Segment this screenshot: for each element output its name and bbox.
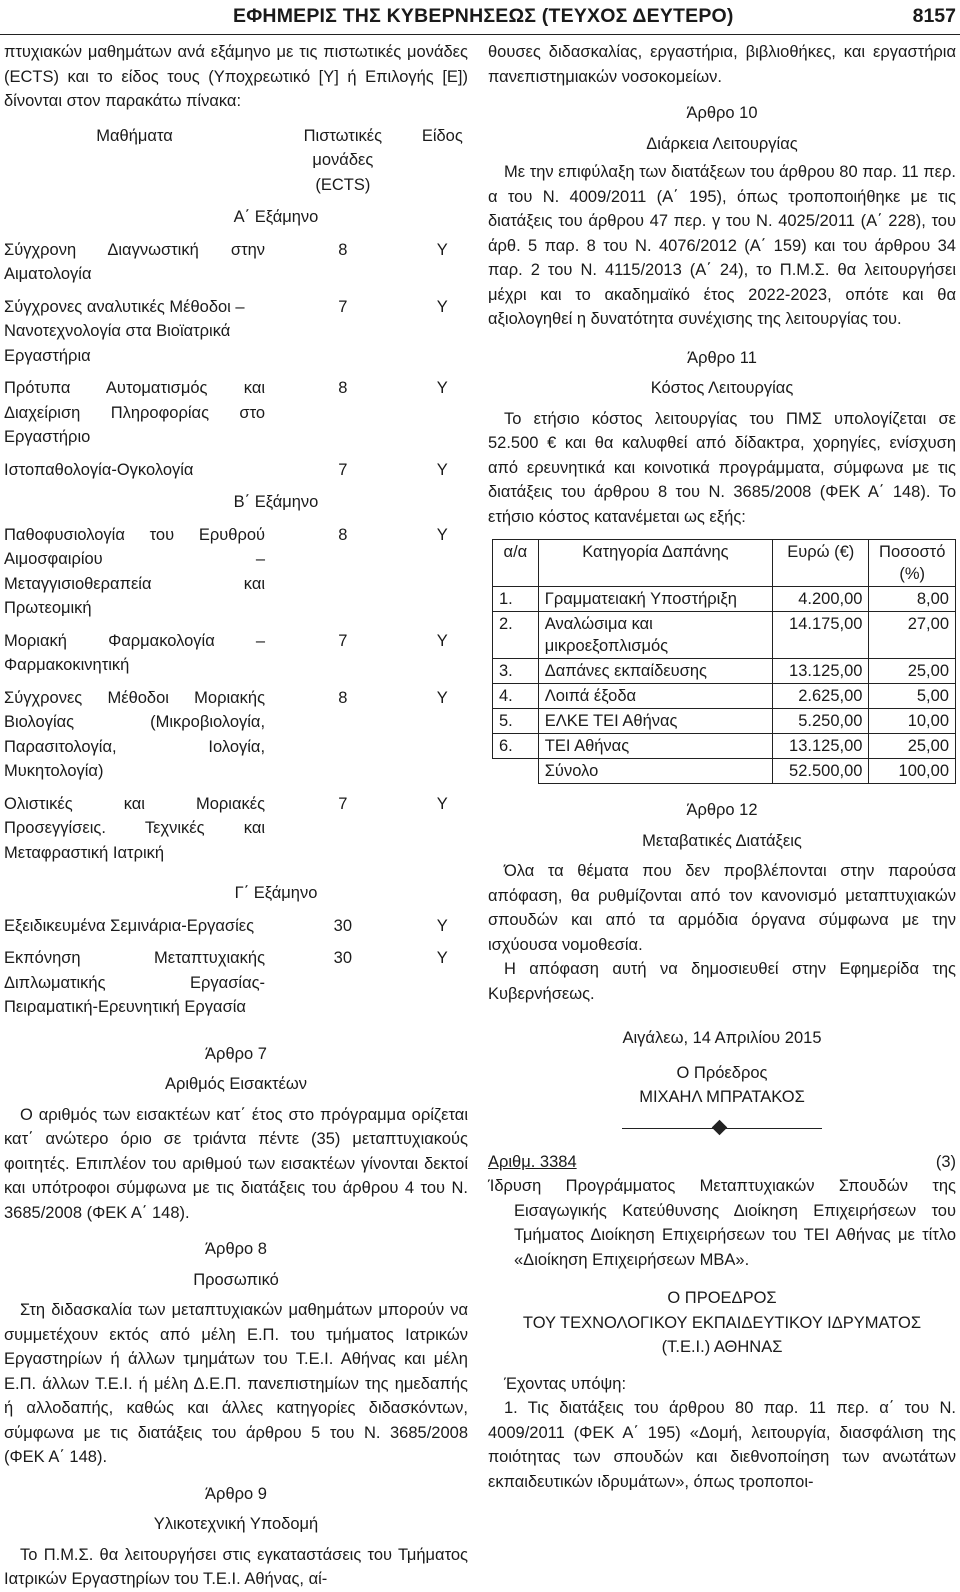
decision-title: Ίδρυση Προγράμματος Μεταπτυχιακών Σπουδών της Εισαγωγικής Κατεύθυνσης Διοίκηση Επιχειρήσεων του Τμήματος Διοίκηση Επιχειρήσεων του ΤΕΙ Αθήνας με τίτλο «Διοίκηση Επιχειρήσεων MBA». [488, 1177, 956, 1269]
president-name: ΜΙΧΑΗΛ ΜΠΡΑΤΑΚΟΣ [639, 1088, 805, 1106]
cost-euro: 2.625,00 [773, 684, 869, 709]
section-separator [622, 1122, 822, 1136]
course-type: Υ [436, 688, 448, 707]
cost-total-label: Σύνολο [538, 759, 772, 784]
header-ects: Πιστωτικές μονάδες (ECTS) [303, 126, 383, 194]
reference-index: (3) [935, 1152, 956, 1171]
page-header [0, 0, 960, 35]
cost-header-row [493, 540, 956, 587]
course-row [4, 238, 468, 295]
course-type: Υ [436, 525, 448, 544]
cost-header-euro: Ευρώ (€) [773, 540, 869, 587]
left-column [4, 40, 468, 1592]
semester-label: Α΄ Εξάμηνο [233, 208, 319, 226]
continued-text: θουσες διδασκαλίας, εργαστήρια, βιβλιοθήκες, και εργαστήρια πανεπιστημιακών νοσοκομείων. [488, 43, 956, 86]
semester-label: Β΄ Εξάμηνο [233, 493, 319, 511]
course-type: Υ [436, 949, 448, 967]
course-row [4, 629, 468, 686]
course-ects: 8 [338, 525, 348, 544]
intro-text: πτυχιακών μαθημάτων ανά εξάμηνο με τις πιστωτικές μονάδες (ECTS) και το είδος τους (Υποχρεωτικό [Υ] ή Επιλογής [Ε]) δίνονται στον παρακάτω πίνακα: [4, 43, 468, 110]
article-11-number: Άρθρο 11 [687, 348, 757, 367]
cost-table [492, 539, 956, 784]
cost-total-percent: 100,00 [869, 759, 956, 784]
cost-index: 2. [493, 612, 539, 659]
cost-index: 3. [493, 659, 539, 684]
right-column [488, 40, 956, 1494]
cost-euro: 14.175,00 [773, 612, 869, 659]
semester-row [4, 873, 468, 914]
course-name: Εκπόνηση Μεταπτυχιακής Διπλωματικής Εργασίας-Πειραματική-Ερευνητική Εργασία [4, 949, 266, 1016]
cost-euro: 13.125,00 [773, 734, 869, 759]
course-type: Υ [436, 460, 448, 479]
cost-category: ΕΛΚΕ ΤΕΙ Αθήνας [538, 709, 772, 734]
course-name: Σύγχρονες αναλυτικές Μέθοδοι – Νανοτεχνολογία στα Βιοϊατρικά Εργαστήρια [4, 297, 245, 365]
article-10-number: Άρθρο 10 [686, 104, 758, 122]
course-ects: 7 [338, 460, 348, 479]
article-11-title: Κόστος Λειτουργίας [650, 379, 794, 397]
course-row [4, 914, 468, 947]
article-10-title: Διάρκεια Λειτουργίας [646, 134, 798, 153]
cost-row [493, 612, 956, 659]
cost-row [493, 659, 956, 684]
diamond-ornament-icon [712, 1119, 728, 1135]
course-ects: 7 [338, 631, 348, 650]
place-date: Αιγάλεω, 14 Απριλίου 2015 [622, 1029, 822, 1047]
courses-header-row [4, 124, 468, 198]
cost-euro: 13.125,00 [773, 659, 869, 684]
cost-percent: 8,00 [869, 587, 956, 612]
cost-category: Αναλώσιμα και μικροεξοπλισμός [538, 612, 772, 659]
course-type: Υ [436, 240, 448, 259]
issuer-line-3: (Τ.Ε.Ι.) ΑΘΗΝΑΣ [661, 1338, 783, 1356]
course-ects: 30 [333, 916, 353, 935]
course-row [4, 686, 468, 792]
course-row [4, 376, 468, 458]
header-courses: Μαθήματα [96, 126, 173, 145]
course-type: Υ [436, 916, 448, 935]
cost-category: ΤΕΙ Αθήνας [538, 734, 772, 759]
course-ects: 8 [338, 379, 348, 397]
having-in-mind: Έχοντας υπόψη: [504, 1374, 627, 1393]
gazette-title: ΕΦΗΜΕΡΙΣ ΤΗΣ ΚΥΒΕΡΝΗΣΕΩΣ (ΤΕΥΧΟΣ ΔΕΥΤΕΡΟ) [233, 5, 734, 27]
cost-row [493, 709, 956, 734]
header-type: Είδος [421, 126, 463, 145]
article-12-title: Μεταβατικές Διατάξεις [642, 831, 802, 850]
cost-category: Δαπάνες εκπαίδευσης [538, 659, 772, 684]
cost-row [493, 587, 956, 612]
course-ects: 8 [338, 688, 348, 707]
course-name: Μοριακή Φαρμακολογία – Φαρμακοκινητική [4, 631, 266, 674]
course-name: Πρότυπα Αυτοματισμός και Διαχείριση Πληροφορίας στο Εργαστήριο [4, 379, 266, 446]
course-row [4, 458, 468, 491]
course-ects: 8 [338, 240, 348, 259]
article-12-text-2: Η απόφαση αυτή να δημοσιευθεί στην Εφημερίδα της Κυβερνήσεως. [488, 960, 956, 1003]
course-ects: 7 [338, 794, 348, 813]
courses-table [4, 124, 468, 1028]
course-name: Σύγχρονη Διαγνωστική στην Αιματολογία [4, 240, 266, 283]
cost-header-category: Κατηγορία Δαπάνης [538, 540, 772, 587]
course-ects: 7 [338, 297, 348, 316]
course-type: Υ [436, 794, 448, 813]
course-row [4, 295, 468, 377]
course-row [4, 523, 468, 629]
course-type: Υ [436, 379, 448, 397]
cost-header-percent: Ποσοστό (%) [869, 540, 956, 587]
cost-percent: 27,00 [869, 612, 956, 659]
course-ects: 30 [333, 949, 353, 967]
course-row [4, 792, 468, 874]
issuer-line-1: Ο ΠΡΟΕΔΡΟΣ [667, 1289, 777, 1307]
reference-number: Αριθμ. 3384 [488, 1152, 577, 1171]
article-10-text: Με την επιφύλαξη των διατάξεων του άρθρου 80 παρ. 11 περ. α του Ν. 4009/2011 (Α΄ 195), όπως τροποποιήθηκε με τις διατάξεις του άρθρου 47 περ. γ του Ν. 4025/2011 (Α΄ 228), του άρθ. 5 παρ. 8 του Ν. 4076/2012 (Α΄ 159) και του άρθρου 34 παρ. 2 του Ν. 4115/2013 (Α΄ 24), το Π.Μ.Σ. θα λειτουργήσει μέχρι και το ακαδημαϊκό έτος 2022-2023, οπότε και θα αξιολογηθεί η δυνατότητα συνέχισης της λειτουργίας του. [488, 163, 956, 328]
article-9-number: Άρθρο 9 [205, 1484, 267, 1503]
cost-total-row [493, 759, 956, 784]
article-12-number: Άρθρο 12 [686, 801, 758, 819]
semester-label: Γ΄ Εξάμηνο [234, 884, 318, 902]
article-8-text: Στη διδασκαλία των μεταπτυχιακών μαθημάτων μπορούν να συμμετέχουν εκτός από μέλη Ε.Π. του τμήματος Ιατρικών Εργαστηρίων ή άλλων τμημάτων του Τ.Ε.Ι. Αθήνας και μέλη Ε.Π. άλλων Τ.Ε.Ι. ή μέλη Δ.Ε.Π. πανεπιστημίων της ημεδαπής ή αλλοδαπής, καθώς και άλλες κατηγορίες διδασκόντων, σύμφωνα με τις διατάξεις του άρθρου 5 του Ν. 3685/2008 (ΦΕΚ Α΄ 148). [4, 1301, 468, 1466]
cost-row [493, 734, 956, 759]
course-row [4, 946, 468, 1028]
article-8-title: Προσωπικό [193, 1270, 279, 1289]
course-name: Ιστοπαθολογία-Ογκολογία [4, 460, 194, 479]
course-type: Υ [436, 631, 448, 650]
consideration-item-1: 1. Τις διατάξεις του άρθρου 80 παρ. 11 περ. α΄ του Ν. 4009/2011 (ΦΕΚ Α΄ 195) «Δομή, λειτουργία, διασφάλιση της ποιότητας των σπουδών και διεθνοποίηση των ανωτάτων εκπαιδευτικών ιδρυμάτων», όπως τροποποι- [488, 1399, 956, 1491]
article-11-text: Το ετήσιο κόστος λειτουργίας του ΠΜΣ υπολογίζεται σε 52.500 € και θα καλυφθεί από δίδακτρα, χορηγίες, ενίσχυση από ερευνητικά και κοινοτικά προγράμματα, σύμφωνα με τις διατάξεις του άρθρου 8 του Ν. 3685/2008 (ΦΕΚ Α΄ 148). Το ετήσιο κόστος κατανέμεται ως εξής: [488, 409, 956, 526]
course-name: Εξειδικευμένα Σεμινάρια-Εργασίες [4, 916, 255, 935]
article-12-text-1: Όλα τα θέματα που δεν προβλέπονται στην παρούσα απόφαση, θα ρυθμίζονται από τον κανονισμό μεταπτυχιακών σπουδών και από τα αρμόδια όργανα σύμφωνα με την ισχύουσα νομοθεσία. [488, 862, 956, 954]
cost-total-euro: 52.500,00 [773, 759, 869, 784]
cost-index: 5. [493, 709, 539, 734]
cost-percent: 25,00 [869, 659, 956, 684]
cost-category: Γραμματειακή Υποστήριξη [538, 587, 772, 612]
course-name: Παθοφυσιολογία του Ερυθρού Αιμοσφαιρίου – Μεταγγισιοθεραπεία και Πρωτεομική [4, 525, 266, 617]
article-7-text: Ο αριθμός των εισακτέων κατ΄ έτος στο πρόγραμμα ορίζεται κατ΄ ανώτερο όριο σε τριάντα πέντε (35) μεταπτυχιακούς φοιτητές. Επιπλέον του αριθμού των εισακτέων γίνονται δεκτοί και υπότροφοι σύμφωνα με τις διατάξεις του άρθρου 4 του Ν. 3685/2008 (ΦΕΚ Α΄ 148). [4, 1105, 468, 1222]
article-8-number: Άρθρο 8 [205, 1240, 267, 1258]
cost-percent: 10,00 [869, 709, 956, 734]
cost-category: Λοιπά έξοδα [538, 684, 772, 709]
cost-index: 1. [493, 587, 539, 612]
article-9-text: Το Π.Μ.Σ. θα λειτουργήσει στις εγκαταστάσεις του Τμήματος Ιατρικών Εργαστηρίων του Τ.Ε.Ι. Αθήνας, αί- [4, 1545, 468, 1588]
course-name: Ολιστικές και Μοριακές Προσεγγίσεις. Τεχνικές και Μεταφραστική Ιατρική [4, 794, 266, 862]
cost-euro: 5.250,00 [773, 709, 869, 734]
cost-euro: 4.200,00 [773, 587, 869, 612]
cost-index: 4. [493, 684, 539, 709]
course-type: Υ [436, 297, 448, 316]
cost-header-index: α/α [493, 540, 539, 587]
semester-row [4, 490, 468, 523]
cost-index: 6. [493, 734, 539, 759]
page-number: 8157 [912, 5, 956, 27]
cost-percent: 25,00 [869, 734, 956, 759]
article-7-number: Άρθρο 7 [205, 1044, 267, 1063]
article-7-title: Αριθμός Εισακτέων [164, 1075, 308, 1093]
semester-row [4, 197, 468, 238]
cost-row [493, 684, 956, 709]
president-title: Ο Πρόεδρος [676, 1063, 768, 1082]
article-9-title: Υλικοτεχνική Υποδομή [153, 1515, 319, 1533]
decision-reference [488, 1150, 956, 1175]
cost-percent: 5,00 [869, 684, 956, 709]
issuer-line-2: ΤΟΥ ΤΕΧΝΟΛΟΓΙΚΟΥ ΕΚΠΑΙΔΕΥΤΙΚΟΥ ΙΔΡΥΜΑΤΟΣ [522, 1313, 922, 1332]
course-name: Σύγχρονες Μέθοδοι Μοριακής Βιολογίας (Μικροβιολογία, Παρασιτολογία, Ιολογία, Μυκητολογία) [4, 688, 266, 780]
